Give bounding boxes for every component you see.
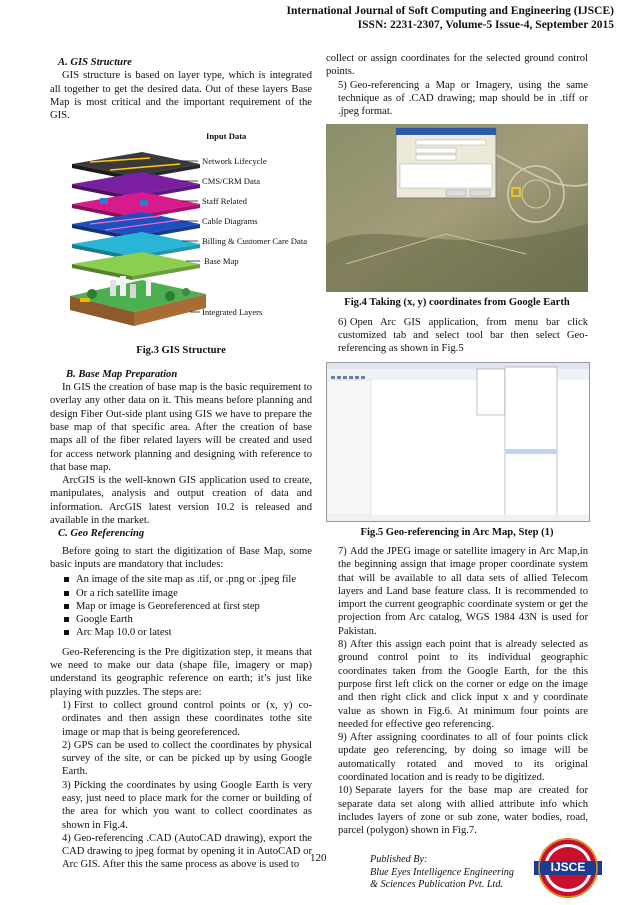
fig5-arcmap-screenshot <box>326 362 590 522</box>
section-b-paragraph-1: In GIS the creation of base map is the basic requirement to overlay any other data on it. This means before planning and design Fiber Out-side plant using GIS we have to prepare the base map of that specific area. After the creation of base maps all of the fiber related layers will be created and used for access network planning and designing with reference to that base map. <box>50 382 312 473</box>
satellite-image <box>326 124 588 292</box>
step-2: 2) GPS can be used to collect the coordinates by physical survey of the site, or can be picked up by using Google Earth. <box>62 739 312 778</box>
list-item: Or a rich satellite image <box>76 587 312 600</box>
fig3-caption: Fig.3 GIS Structure <box>136 345 226 357</box>
fig3-label-base-map: Base Map <box>204 256 239 267</box>
step-9: 9) After assigning coordinates to all of four points click update geo referencing, by doing so image will be automatically rotated and moved to its original coordinated location and is ready to be digitized. <box>338 732 588 784</box>
fig3-label-integrated-layers: Integrated Layers <box>202 307 263 318</box>
arcmap-window <box>327 363 589 521</box>
layer-integrated <box>70 276 206 326</box>
fig5-caption: Fig.5 Geo-referencing in Arc Map, Step (1) <box>360 526 554 538</box>
step-5: 5) Geo-referencing a Map or Imagery, using the same technique as of .CAD drawing; map should be in .tiff or .jpeg format. <box>338 79 588 118</box>
publisher-info <box>370 854 514 892</box>
list-item: An image of the site map as .tif, or .png or .jpeg file <box>76 573 312 586</box>
input-requirements-list <box>50 573 312 639</box>
fig3-label-network-lifecycle: Network Lifecycle <box>202 156 267 167</box>
section-c-paragraph-1: Before going to start the digitization of Base Map, some basic inputs are mandatory that includes: <box>50 545 312 570</box>
step-10: 10) Separate layers for the base map are created for separate data set along with allied attribute info which includes layers of zone or sub zone, water bodies, road, parcel (polygon) shown in Fig.7. <box>338 785 588 837</box>
logo-text: IJSCE <box>550 860 586 874</box>
list-item: Arc Map 10.0 or latest <box>76 626 312 639</box>
fig3-label-cms-crm: CMS/CRM Data <box>202 176 261 187</box>
list-item: Google Earth <box>76 613 312 626</box>
fig3-input-data-label: Input Data <box>206 131 247 142</box>
section-a-paragraph: GIS structure is based on layer type, which is integrated all together to get the desired data. Out of these layers Base Map is most critical and the important requirement of the GIS. <box>50 70 312 122</box>
continued-paragraph: collect or assign coordinates for the selected ground control points. <box>326 53 588 78</box>
layer-base-map <box>72 252 200 280</box>
ijsce-logo <box>520 836 616 900</box>
section-c-paragraph-2: Geo-Referencing is the Pre digitization step, it means that we need to make our data (shape file, imagery or map) understand its geographic reference on earth; it’s just like playing with puzzles. The steps are: <box>50 646 312 698</box>
published-by-label: Published By: <box>370 854 428 865</box>
journal-issn: ISSN: 2231-2307, Volume-5 Issue-4, September 2015 <box>357 19 614 31</box>
section-b-title: B. Base Map Preparation <box>66 368 178 380</box>
fig3-label-staff-related: Staff Related <box>202 196 247 207</box>
section-c-title: C. Geo Referencing <box>58 528 145 540</box>
publisher-line-2: & Sciences Publication Pvt. Ltd. <box>370 879 503 890</box>
fig3-label-cable-diagrams: Cable Diagrams <box>202 216 258 227</box>
page-number: 120 <box>310 852 327 864</box>
step-7: 7) Add the JPEG image or satellite imagery in Arc Map,in the beginning assign that image proper coordinate system that will be available to all data sets of allied Telecom layers and Land base feature class. It is recommended to import the current geographic coordinate system or get the projection from Arc catalog, WGS 1984 43N is used for Pakistan. <box>338 545 588 637</box>
publisher-line-1: Blue Eyes Intelligence Engineering <box>370 866 514 878</box>
step-8: 8) After this assign each point that is already selected as ground control point to its individual geographic coordinates taken from the Google Earth, for the this purpose first left click on the corner or edge on the image and then right click and click input x and y coordinate value as shown in Fig.6. At minimum four points are needed for effective geo referencing. <box>338 639 588 730</box>
step-3: 3) Picking the coordinates by using Google Earth is very easy, just need to place mark for the corner or building of the area for which you want to collect coordinates as shown in Fig.4. <box>62 779 312 831</box>
left-column <box>50 56 312 872</box>
fig4-google-earth-image <box>326 124 588 292</box>
section-a-title: A. GIS Structure <box>58 57 132 68</box>
step-4: 4) Geo-referencing .CAD (AutoCAD drawing), export the CAD drawing to jpeg format by opening it in AutoCAD or Arc GIS. After this the same process as above is used to <box>62 832 312 871</box>
step-1: 1) First to collect ground control points or (x, y) co-ordinates and then assign these coordinates tothe site image or map that is being georeferenced. <box>62 699 312 738</box>
section-b-paragraph-2: ArcGIS is the well-known GIS application used to create, manipulates, analysis and output creation of data and information. ArcGIS latest version 10.2 is released and available in the market. <box>50 475 312 527</box>
fig3-gis-structure <box>50 128 312 340</box>
right-column <box>326 52 588 838</box>
gis-layer-stack-figure <box>50 128 312 340</box>
step-6: 6) Open Arc GIS application, from menu bar click customized tab and select tool bar then select Geo-referencing as shown in Fig.5 <box>338 316 588 355</box>
fig4-caption: Fig.4 Taking (x, y) coordinates from Google Earth <box>344 297 570 309</box>
journal-title: International Journal of Soft Computing and Engineering (IJSCE) <box>286 5 614 17</box>
fig3-label-billing: Billing & Customer Care Data <box>202 236 308 247</box>
list-item: Map or image is Georeferenced at first step <box>76 600 312 613</box>
journal-header <box>287 4 614 32</box>
